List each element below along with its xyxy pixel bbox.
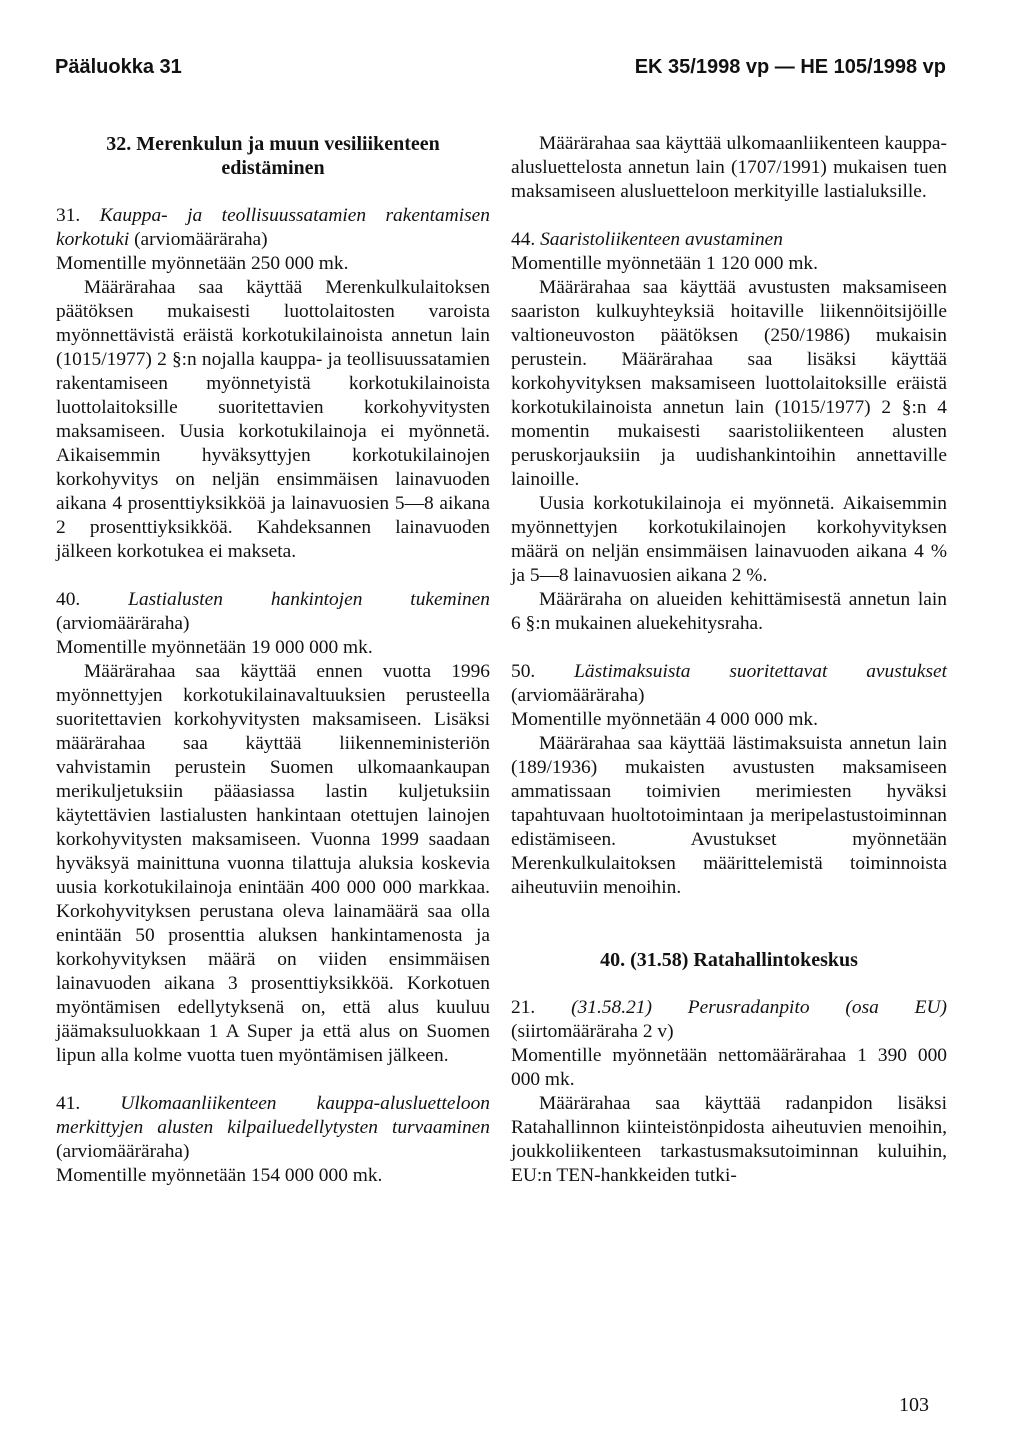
item-21-amount: Momentille myönnetään nettomäärärahaa 1 390 000 000 mk.	[511, 1045, 947, 1090]
item-44-heading: 44. Saaristoliikenteen avustaminen	[511, 229, 783, 250]
item-41-amount: Momentille myönnetään 154 000 000 mk.	[56, 1165, 383, 1186]
item-21-body: Määrärahaa saa käyttää radanpidon lisäksi Ratahallinnon kiinteistönpidosta aiheutuvien menoihin, joukkoliikenteen tarkastusmaksutoiminnan kuluihin, EU:n TEN-hankkeiden tutki-	[511, 1093, 947, 1186]
item-31-heading: 31. Kauppa- ja teollisuussatamien rakentamisen korkotuki (arviomääräraha)	[56, 205, 490, 250]
page-number: 103	[899, 1394, 929, 1416]
item-21-heading: 21. (31.58.21) Perusradanpito (osa EU) (siirtomääräraha 2 v)	[511, 997, 947, 1042]
section-title-32: 32. Merenkulun ja muun vesiliikenteen edistäminen	[106, 133, 440, 179]
item-50-amount: Momentille myönnetään 4 000 000 mk.	[511, 709, 818, 730]
item-44-body-3: Määräraha on alueiden kehittämisestä annetun lain 6 §:n mukainen aluekehitysraha.	[511, 589, 947, 634]
item-50-heading: 50. Lästimaksuista suoritettavat avustukset (arviomääräraha)	[511, 661, 947, 706]
item-50-body: Määrärahaa saa käyttää lästimaksuista annetun lain (189/1936) mukaisten avustusten maksamiseen ammatissaan toimivien merimiesten hyväksi tapahtuvaan huoltotoimintaan ja meripelastustoiminnan edistämiseen. Avustukset myönnetään Merenkulkulaitoksen määrittelemistä toiminnoista aiheutuviin menoihin.	[511, 733, 947, 898]
item-31-amount: Momentille myönnetään 250 000 mk.	[56, 253, 349, 274]
item-44-amount: Momentille myönnetään 1 120 000 mk.	[511, 253, 818, 274]
right-column	[511, 132, 947, 1188]
item-31-body: Määrärahaa saa käyttää Merenkulkulaitoksen päätöksen mukaisesti luottolaitosten varoista myönnettävistä eräistä korkotukilainoista annetun lain (1015/1977) 2 §:n nojalla kauppa- ja teollisuussatamien rakentamiseen myönnetyistä korkotukilainoista luottolaitoksille suoritettavien korkohyvitysten maksamiseen. Uusia korkotukilainoja ei myönnetä. Aikaisemmin hyväksyttyjen korkotukilainojen korkohyvitys on neljän ensimmäisen lainavuoden aikana 4 prosenttiyksikköä ja lainavuosien 5—8 aikana 2 prosenttiyksikköä. Kahdeksannen lainavuoden jälkeen korkotukea ei makseta.	[56, 277, 490, 562]
item-40-amount: Momentille myönnetään 19 000 000 mk.	[56, 637, 373, 658]
item-41-body: Määrärahaa saa käyttää ulkomaanliikenteen kauppa-alusluettelosta annetun lain (1707/1991) mukaisen tuen maksamiseen alusluetteloon merkityille lastialuksille.	[511, 133, 947, 202]
running-header-left: Pääluokka 31	[55, 56, 182, 78]
section-title-40: 40. (31.58) Ratahallintokeskus	[600, 949, 858, 971]
item-40-body: Määrärahaa saa käyttää ennen vuotta 1996 myönnettyjen korkotukilainavaltuuksien perusteella suoritettavien korkohyvitysten maksamiseen. Lisäksi määrärahaa saa käyttää liikenneministeriön vahvistamin perustein Suomen ulkomaankaupan merikuljetuksiin pääasiassa lastin kuljetuksiin käytettävien lastialusten hankintaan otettujen lainojen korkohyvitysten maksamiseen. Vuonna 1999 saadaan hyväksyä mainittuna vuonna tilattuja aluksia koskevia uusia korkotukilainoja enintään 400 000 000 markkaa. Korkohyvityksen perustana oleva lainamäärä saa olla enintään 50 prosenttia aluksen hankintamenosta ja korkohyvityksen määrä on viiden ensimmäisen lainavuoden aikana 3 prosenttiyksikköä. Korkotuen myöntämisen edellytyksenä on, että alus kuuluu jäämaksuluokkaan 1 A Super ja että alus on Suomen lipun alla kolme vuotta tuen myöntämisen jälkeen.	[56, 661, 490, 1066]
item-44-body-2: Uusia korkotukilainoja ei myönnetä. Aikaisemmin myönnettyjen korkotukilainojen korkohyvityksen määrä on neljän ensimmäisen lainavuoden aikana 4 % ja 5—8 lainavuosien aikana 2 %.	[511, 493, 947, 586]
left-column	[56, 132, 490, 1188]
item-41-heading: 41. Ulkomaanliikenteen kauppa-alusluetteloon merkittyjen alusten kilpailuedellytysten turvaaminen (arviomääräraha)	[56, 1093, 490, 1162]
item-40-heading: 40. Lastialusten hankintojen tukeminen (arviomääräraha)	[56, 589, 490, 634]
running-header-right: EK 35/1998 vp — HE 105/1998 vp	[634, 56, 946, 78]
item-44-body-1: Määrärahaa saa käyttää avustusten maksamiseen saariston kulkuyhteyksiä hoitaville liikennöitsijöille valtioneuvoston päätöksen (250/1986) mukaisin perustein. Määrärahaa saa lisäksi käyttää korkohyvityksen maksamiseen luottolaitoksille eräistä korkotukilainoista annetun lain (1015/1977) 2 §:n 4 momentin mukaisesti saaristoliikenteen alusten peruskorjauksiin ja uudishankintoihin annettaville lainoille.	[511, 277, 947, 490]
